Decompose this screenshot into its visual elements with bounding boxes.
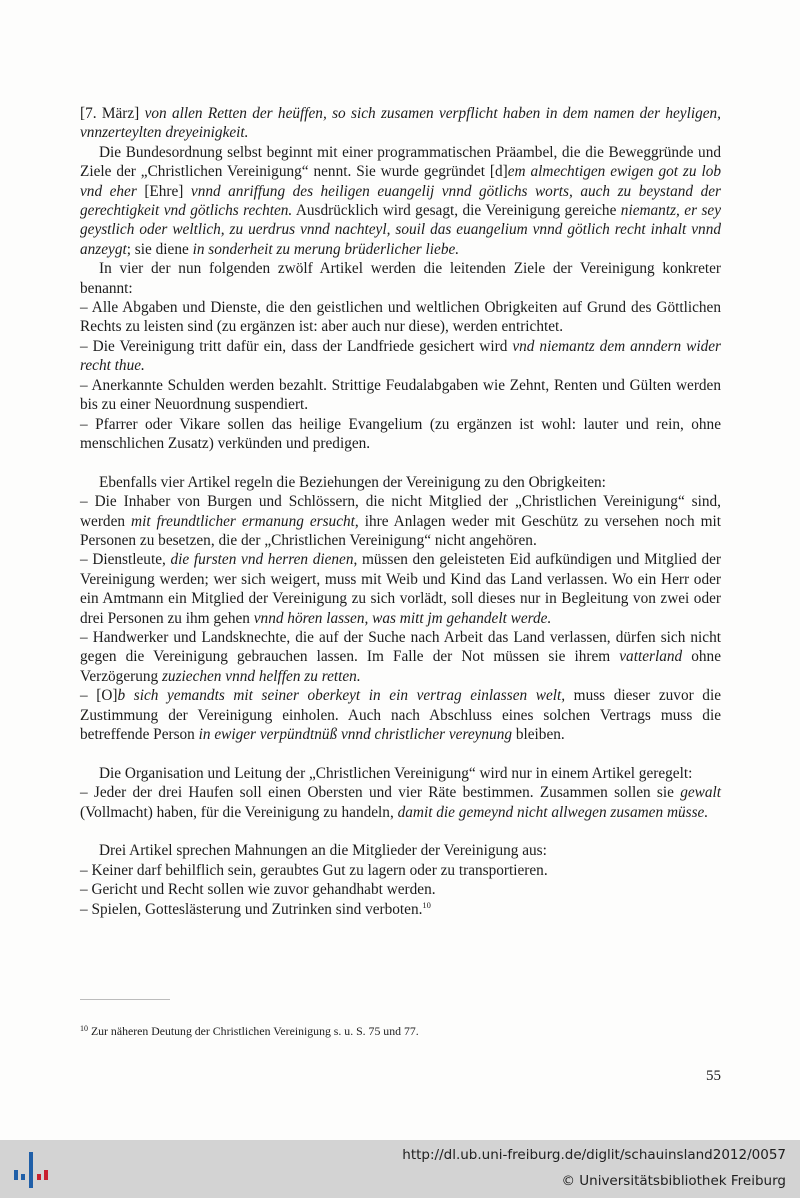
library-logo-icon	[10, 1150, 56, 1190]
quoted-text: in ewiger verpündtnüß vnnd christlicher vereynung	[198, 725, 513, 743]
text-segment: Die Bundesordnung selbst beginnt mit einer programmatischen Präambel, die die Beweggründe und Ziele der „Christlichen Vereinigung“ nennt. Sie wurde gegründet [d]	[80, 143, 721, 181]
quoted-text: mit freundtlicher ermanung ersucht	[131, 512, 355, 530]
paragraph	[80, 298, 721, 337]
paragraph	[80, 628, 721, 686]
footnote	[80, 1024, 721, 1039]
text-segment: In vier der nun folgenden zwölf Artikel werden die leitenden Ziele der Vereinigung konkreter benannt:	[80, 260, 721, 297]
text-segment: (Vollmacht) haben, für die Vereinigung zu handeln,	[80, 803, 398, 821]
quoted-text: b sich yemandts mit seiner oberkeyt in ein vertrag einlassen welt,	[117, 687, 566, 705]
text-segment: Drei Artikel sprechen Mahnungen an die Mitglieder der Vereinigung aus:	[99, 842, 547, 860]
text-segment: ohne Verzögerung	[80, 648, 721, 685]
footer-bar	[0, 1140, 800, 1198]
text-segment: bleiben.	[512, 725, 565, 743]
footnote-divider	[80, 999, 170, 1000]
text-segment: Die Organisation und Leitung der „Christlichen Vereinigung“ wird nur in einem Artikel geregelt:	[99, 764, 693, 782]
footnote-reference: 10	[422, 899, 431, 910]
text-segment: – Spielen, Gotteslästerung und Zutrinken sind verboten.	[80, 900, 423, 918]
text-segment: Ebenfalls vier Artikel regeln die Beziehungen der Vereinigung zu den Obrigkeiten:	[99, 473, 606, 491]
paragraph	[80, 337, 721, 376]
quoted-text: gewalt	[680, 784, 721, 802]
text-segment: – Anerkannte Schulden werden bezahlt. Strittige Feudalabgaben wie Zehnt, Renten und Gülten werden bis zu einer Neuordnung suspendiert.	[80, 376, 721, 414]
paragraph	[80, 143, 721, 259]
text-segment: – Die Vereinigung tritt dafür ein, dass der Landfriede gesichert wird	[80, 337, 513, 355]
quoted-text: vatterland	[619, 648, 683, 666]
text-segment: Ausdrücklich wird gesagt, die Vereinigung gereiche	[292, 202, 621, 220]
quoted-text: die fursten vnd herren dienen	[170, 551, 354, 569]
quoted-text: em almechtigen ewigen got zu lob vnd eher	[80, 163, 721, 200]
paragraph	[80, 764, 721, 783]
paragraph	[80, 259, 721, 298]
text-segment: – Jeder der drei Haufen soll einen Obersten und vier Räte bestimmen. Zusammen sollen sie	[80, 784, 681, 802]
page-number: 55	[706, 1068, 721, 1084]
quoted-text: vnnd hören lassen, was mitt jm gehandelt werde.	[253, 609, 552, 627]
text-segment: – Gericht und Recht sollen wie zuvor gehandhabt werden.	[80, 881, 436, 899]
text-segment: , müssen den geleisteten Eid aufkündigen und Mitglied der Vereinigung werden; wer sich weigert, muss mit Weib und Kind das Land verlassen. Wo ein Herr oder ein Amtmann ein Mitglied der Vereinigung zu sich vorlädt, soll dieses nur in Begleitung von zwei oder drei Personen zu ihm gehen	[80, 551, 721, 627]
paragraph	[80, 550, 721, 628]
quoted-text: damit die gemeynd nicht allwegen zusamen müsse.	[397, 803, 709, 821]
source-url-link[interactable]: http://dl.ub.uni-freiburg.de/diglit/schauinsland2012/0057	[402, 1147, 786, 1163]
quoted-text: von allen Retten der heüffen, so sich zusamen verpflicht haben in dem namen der heyligen, vnnzerteylten dreyeinigkeit.	[80, 105, 721, 142]
text-segment: ; sie diene	[126, 240, 193, 258]
text-segment: , ihre Anlagen weder mit Geschütz zu versehen noch mit Personen zu besetzen, die der „Christlichen Vereinigung“ nicht angehören.	[80, 512, 722, 549]
text-segment: – Dienstleute,	[80, 551, 171, 569]
text-segment: muss dieser zuvor die Zustimmung der Vereinigung einholen. Auch nach Abschluss eines solchen Vertrags muss die betreffende Person	[80, 687, 721, 743]
quoted-text: in sonderheit zu merung brüderlicher liebe.	[192, 240, 460, 258]
paragraph	[80, 376, 721, 415]
quoted-text: vnnd anriffung des heiligen euangelij vnnd götlichs worts, auch zu beystand der gerechtigkeit vnd götlichs rechten.	[80, 182, 721, 220]
text-segment: – Alle Abgaben und Dienste, die den geistlichen und weltlichen Obrigkeiten auf Grund des Göttlichen Rechts zu leisten sind (zu ergänzen ist: aber auch nur diese), werden entrichtet.	[80, 299, 721, 336]
text-segment: – Pfarrer oder Vikare sollen das heilige Evangelium (zu ergänzen ist wohl: lauter und rein, ohne menschlichen Zusatz) verkünden und predigen.	[80, 415, 721, 452]
footnote-text: Zur näheren Deutung der Christlichen Vereinigung s. u. S. 75 und 77.	[88, 1024, 419, 1038]
text-segment: – Handwerker und Landsknechte, die auf der Suche nach Arbeit das Land verlassen, dürfen sich nicht gegen die Vereinigung gebrauchen lassen. Im Falle der Not müssen sie ihrem	[80, 628, 721, 666]
text-segment: [Ehre]	[144, 182, 191, 200]
paragraph	[80, 492, 721, 550]
paragraph	[80, 686, 721, 744]
paragraph	[80, 473, 721, 492]
footnote-number: 10	[80, 1024, 88, 1033]
quoted-text: niemantz, er sey geystlich oder weltlich, zu uerdrus vnnd nachteyl, souil das euangelium vnnd götlich recht inhalt vnnd anzeygt	[80, 202, 722, 258]
paragraph	[80, 841, 721, 860]
paragraph	[80, 104, 721, 143]
copyright-notice: © Universitätsbibliothek Freiburg	[561, 1173, 786, 1189]
paragraph	[80, 880, 721, 899]
paragraph	[80, 861, 721, 880]
text-segment: – [O]	[80, 687, 118, 705]
text-segment: – Keiner darf behilflich sein, geraubtes Gut zu lagern oder zu transportieren.	[80, 861, 548, 879]
text-segment: – Die Inhaber von Burgen und Schlössern, die nicht Mitglied der „Christlichen Vereinigung“ sind, werden	[80, 493, 721, 530]
text-segment: [7. März]	[80, 105, 145, 122]
quoted-text: vnd niemantz dem anndern wider recht thue.	[80, 337, 721, 375]
page-body	[80, 104, 721, 919]
paragraph	[80, 900, 721, 919]
paragraph	[80, 783, 721, 822]
paragraph	[80, 415, 721, 454]
quoted-text: zuziechen vnnd helffen zu retten.	[161, 667, 361, 685]
